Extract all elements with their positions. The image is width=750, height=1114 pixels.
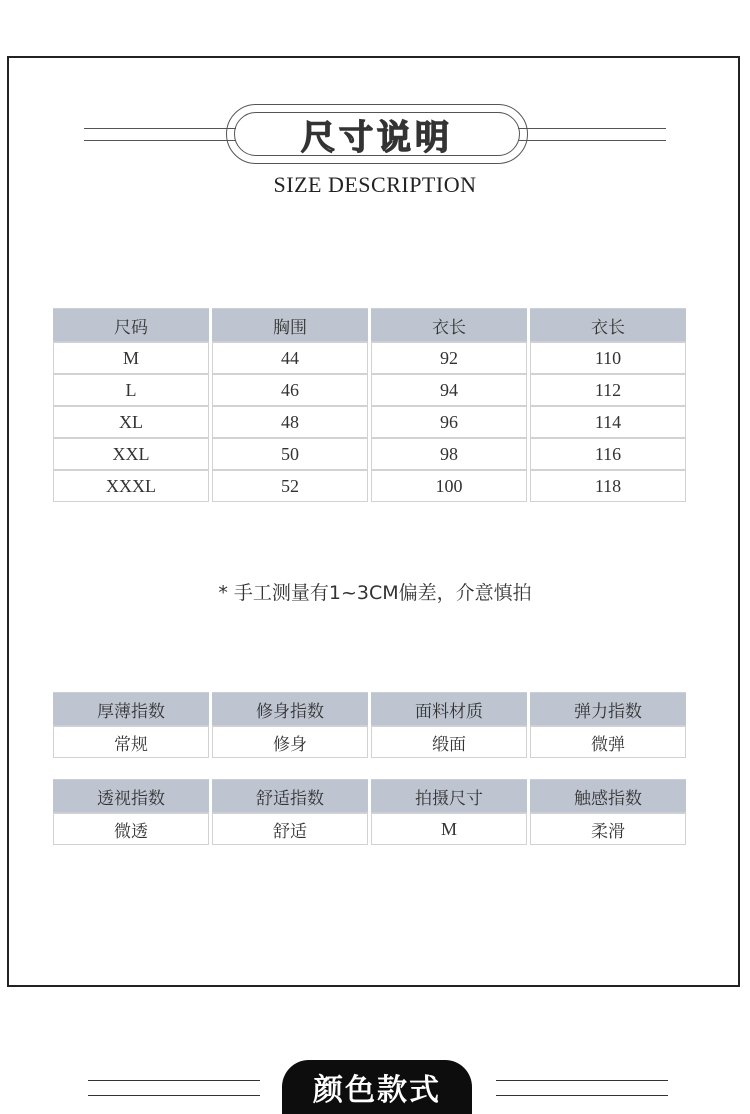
measurement-note: * 手工测量有1~3CM偏差，介意慎拍 (218, 582, 532, 604)
bust-cell: 46 (212, 374, 368, 406)
length-cell: 96 (371, 406, 527, 438)
length-2-cell: 112 (530, 374, 686, 406)
footer-right-line-top (496, 1080, 668, 1081)
header-elasticity: 弹力指数 (530, 692, 686, 726)
title-right-line-top (518, 128, 666, 129)
table-row (53, 406, 686, 438)
table-row (53, 374, 686, 406)
footer-left-line-bottom (88, 1095, 260, 1096)
header-fit: 修身指数 (212, 692, 368, 726)
attributes-value-row (53, 726, 686, 758)
header-length: 衣长 (371, 308, 527, 342)
title-banner (0, 104, 750, 164)
attributes-header-row (53, 779, 686, 813)
fit-value: 修身 (212, 726, 368, 758)
footer-left-line-top (88, 1080, 260, 1081)
elasticity-value: 微弹 (530, 726, 686, 758)
attributes-header-row (53, 692, 686, 726)
thickness-value: 常规 (53, 726, 209, 758)
page-subtitle: SIZE DESCRIPTION (273, 172, 477, 197)
length-cell: 92 (371, 342, 527, 374)
size-cell: XL (53, 406, 209, 438)
header-model-size: 拍摄尺寸 (371, 779, 527, 813)
header-comfort: 舒适指数 (212, 779, 368, 813)
length-2-cell: 118 (530, 470, 686, 502)
bust-cell: 44 (212, 342, 368, 374)
header-transparency: 透视指数 (53, 779, 209, 813)
header-length-2: 衣长 (530, 308, 686, 342)
table-row (53, 438, 686, 470)
length-cell: 98 (371, 438, 527, 470)
table-row (53, 342, 686, 374)
bust-cell: 52 (212, 470, 368, 502)
size-cell: XXL (53, 438, 209, 470)
header-bust: 胸围 (212, 308, 368, 342)
header-size: 尺码 (53, 308, 209, 342)
header-thickness: 厚薄指数 (53, 692, 209, 726)
comfort-value: 舒适 (212, 813, 368, 845)
title-left-line-top (84, 128, 236, 129)
size-cell: L (53, 374, 209, 406)
size-table-header-row (53, 308, 686, 342)
attributes-table-1 (50, 692, 689, 758)
title-right-line-bottom (518, 140, 666, 141)
size-cell: M (53, 342, 209, 374)
attributes-table-2 (50, 779, 689, 845)
title-left-line-bottom (84, 140, 236, 141)
attributes-value-row (53, 813, 686, 845)
size-table (50, 308, 689, 502)
bust-cell: 48 (212, 406, 368, 438)
header-fabric: 面料材质 (371, 692, 527, 726)
touch-value: 柔滑 (530, 813, 686, 845)
length-2-cell: 114 (530, 406, 686, 438)
page-title: 尺寸说明 (301, 117, 453, 158)
table-row (53, 470, 686, 502)
transparency-value: 微透 (53, 813, 209, 845)
length-cell: 100 (371, 470, 527, 502)
fabric-value: 缎面 (371, 726, 527, 758)
length-cell: 94 (371, 374, 527, 406)
model-size-value: M (371, 813, 527, 845)
size-cell: XXXL (53, 470, 209, 502)
color-style-section-title: 颜色款式 (282, 1060, 472, 1114)
footer-right-line-bottom (496, 1095, 668, 1096)
bust-cell: 50 (212, 438, 368, 470)
length-2-cell: 110 (530, 342, 686, 374)
length-2-cell: 116 (530, 438, 686, 470)
header-touch: 触感指数 (530, 779, 686, 813)
